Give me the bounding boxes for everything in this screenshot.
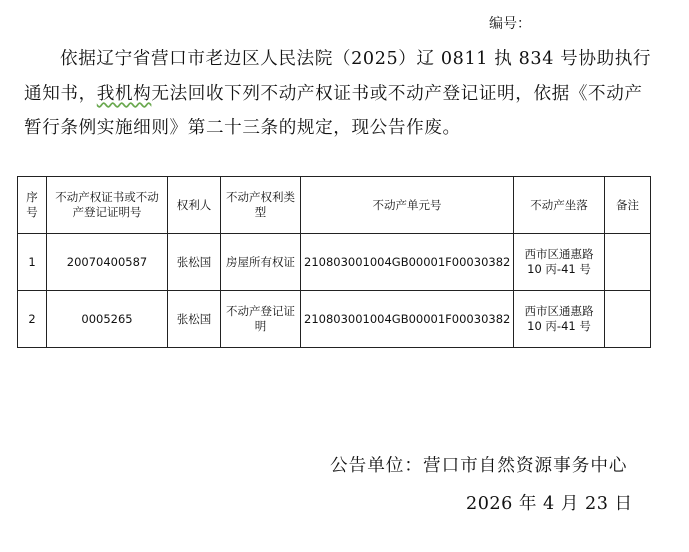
cell-location: 西市区通惠路 10 丙-41 号 bbox=[514, 234, 605, 291]
table-header-row bbox=[18, 177, 651, 234]
cell-location: 西市区通惠路 10 丙-41 号 bbox=[514, 291, 605, 348]
paragraph-part2: 无法回收下列不动产权证书或不动产登记证明，依据《不动产暂行条例实施细则》第二十三条的规定，现公告作废。 bbox=[24, 83, 643, 138]
cell-remark bbox=[605, 291, 651, 348]
header-unit-no: 不动产单元号 bbox=[301, 177, 514, 234]
cell-holder: 张松国 bbox=[168, 291, 221, 348]
header-cert-no: 不动产权证书或不动产登记证明号 bbox=[47, 177, 168, 234]
header-right-type: 不动产权利类型 bbox=[221, 177, 301, 234]
table-row bbox=[18, 234, 651, 291]
paragraph-part1: 依据辽宁省营口市老边区人民法院（2025）辽 0811 执 834 号协助执行通知书， bbox=[24, 49, 652, 104]
cell-seq: 1 bbox=[18, 234, 47, 291]
cell-seq: 2 bbox=[18, 291, 47, 348]
issue-date: 2026 年 4 月 23 日 bbox=[466, 494, 633, 514]
table-row bbox=[18, 291, 651, 348]
header-remark: 备注 bbox=[605, 177, 651, 234]
serial-number-label: 编号： bbox=[489, 16, 531, 32]
cell-cert-no: 0005265 bbox=[47, 291, 168, 348]
cell-unit-no: 210803001004GB00001F00030382 bbox=[301, 291, 514, 348]
cell-remark bbox=[605, 234, 651, 291]
header-seq: 序号 bbox=[18, 177, 47, 234]
issuer-line: 公告单位：营口市自然资源事务中心 bbox=[330, 456, 628, 476]
certificate-table bbox=[17, 176, 651, 348]
cell-right-type: 房屋所有权证 bbox=[221, 234, 301, 291]
paragraph-underlined-text: 我机构 bbox=[96, 83, 152, 104]
cell-cert-no: 20070400587 bbox=[47, 234, 168, 291]
cell-holder: 张松国 bbox=[168, 234, 221, 291]
header-holder: 权利人 bbox=[168, 177, 221, 234]
notice-paragraph bbox=[24, 42, 656, 146]
header-location: 不动产坐落 bbox=[514, 177, 605, 234]
cell-unit-no: 210803001004GB00001F00030382 bbox=[301, 234, 514, 291]
cell-right-type: 不动产登记证明 bbox=[221, 291, 301, 348]
